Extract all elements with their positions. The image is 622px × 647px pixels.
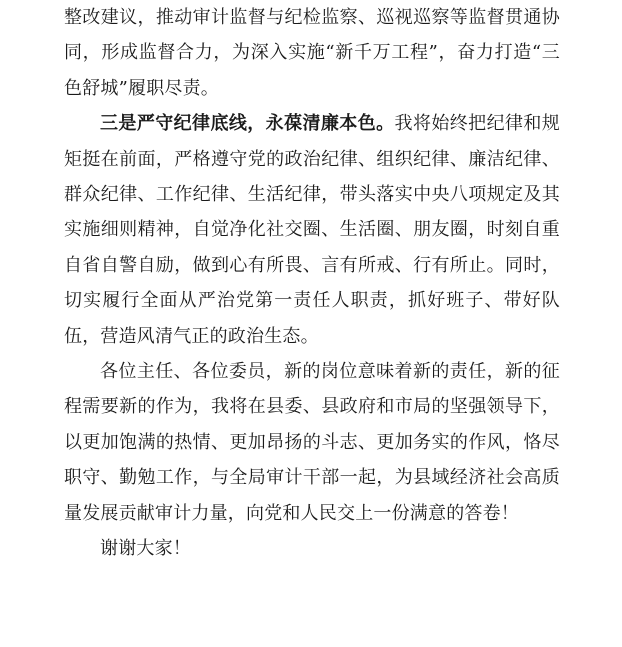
- paragraph-body-text: 我将始终把纪律和规矩挺在前面，严格遵守党的政治纪律、组织纪律、廉洁纪律、群众纪律、工作纪律、生活纪律，带头落实中央八项规定及其实施细则精神，自觉净化社交圈、生活圈、朋友圈，时刻自重自省自警自励，做到心有所畏、言有所戒、行有所止。同时，切实履行全面从严治党第一责任人职责，抓好班子、带好队伍，营造风清气正的政治生态。: [64, 113, 560, 347]
- document-body: [64, 0, 560, 567]
- paragraph-discipline: [64, 106, 560, 354]
- paragraph-thanks: 谢谢大家！: [100, 538, 191, 560]
- paragraph-closing-remarks: 各位主任、各位委员，新的岗位意味着新的责任，新的征程需要新的作为，我将在县委、县政府和市局的坚强领导下，以更加饱满的热情、更加昂扬的斗志、更加务实的作风，恪尽职守、勤勉工作，与全局审计干部一起，为县域经济社会高质量发展贡献审计力量，向党和人民交上一份满意的答卷！: [64, 361, 560, 524]
- paragraph-continuation: 整改建议，推动审计监督与纪检监察、巡视巡察等监督贯通协同，形成监督合力，为深入实施“新千万工程”，奋力打造“三色舒城”履职尽责。: [64, 7, 560, 99]
- paragraph-lead-heading: 三是严守纪律底线，永葆清廉本色。: [100, 113, 395, 135]
